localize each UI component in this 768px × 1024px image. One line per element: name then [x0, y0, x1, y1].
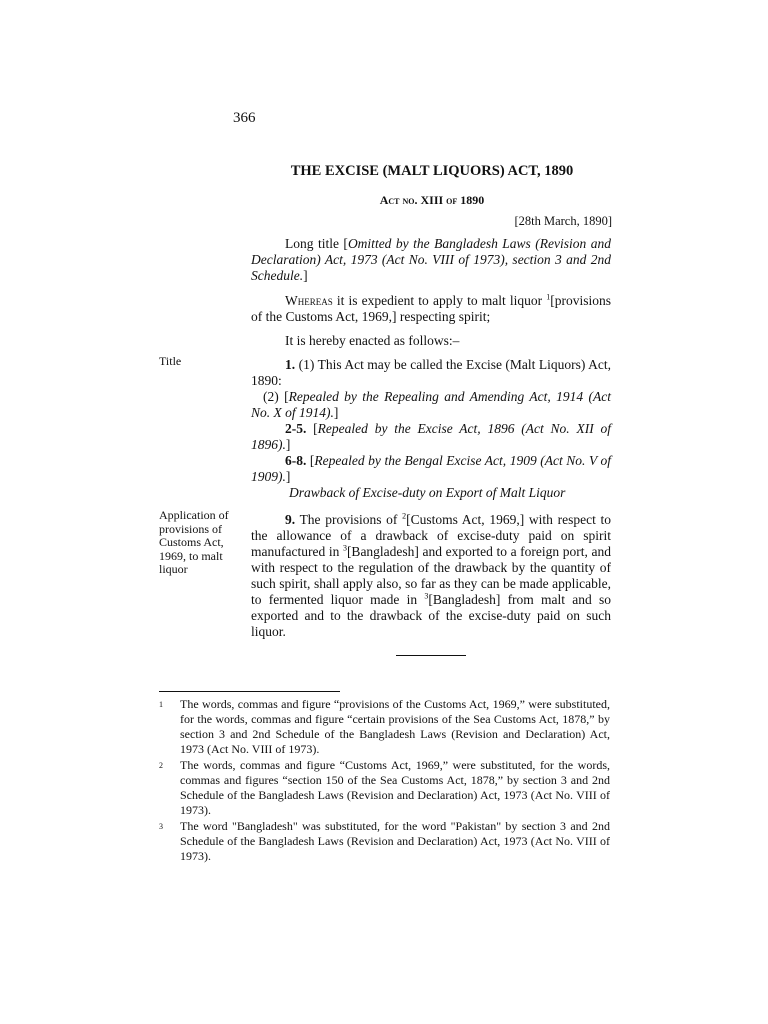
- section-9-text-3: [Bangladesh] and exported to a foreign port, and with respect to the regulation of the drawback by the quantity of such spirit, shall apply also, so far as they can be made applicable, to fermented liquor made in: [251, 544, 611, 607]
- footnote-2-mark: 2: [159, 761, 163, 770]
- section-2-5-number: 2-5.: [285, 421, 307, 436]
- footnote-1-text: The words, commas and figure “provisions of the Customs Act, 1969,” were substituted, for the words, commas and figure “certain provisions of the Sea Customs Act, 1878,” by section 3 and 2nd Schedule of the Bangladesh Laws (Revision and Declaration) Act, 1973 (Act No. VIII of 1973).: [180, 697, 610, 756]
- act-date: [28th March, 1890]: [514, 214, 612, 228]
- section-1-2-close: ]: [333, 405, 339, 420]
- section-9-subheading: Drawback of Excise-duty on Export of Malt Liquor: [289, 485, 566, 500]
- footnote-3-text: The word "Bangladesh" was substituted, for the word "Pakistan" by section 3 and 2nd Schedule of the Bangladesh Laws (Revision and Declaration) Act, 1973 (Act No. VIII of 1973).: [180, 819, 610, 863]
- section-2-5-italic: Repealed by the Excise Act, 1896 (Act No. XII of 1896).: [251, 421, 611, 452]
- section-9-text-1: The provisions of: [295, 512, 403, 527]
- section-9: [251, 512, 611, 640]
- footnote-2: [159, 758, 610, 818]
- enacting-clause: [251, 333, 611, 349]
- preamble-paragraph: [251, 293, 611, 325]
- section-9-text-2: [Customs Act, 1969,] with respect to the allowance of a drawback of excise-duty paid on spirit manufactured in: [251, 512, 611, 559]
- section-2-5-open: [: [306, 421, 318, 436]
- section-6-8-open: [: [306, 453, 315, 468]
- section-9-text-4: [Bangladesh] from malt and so exported and to the drawback of the excise-duty paid on such liquor.: [251, 592, 611, 639]
- footnote-ref-3a: 3: [342, 543, 347, 553]
- footnote-1-mark: 1: [159, 700, 163, 709]
- footnote-ref-3b: 3: [424, 591, 429, 601]
- long-title-paragraph: [251, 236, 611, 284]
- section-1-2-italic: Repealed by the Repealing and Amending Act, 1914 (Act No. X of 1914).: [251, 389, 611, 420]
- end-of-act-rule: [396, 655, 466, 656]
- margin-note-application: Application of provisions of Customs Act, 1969, to malt liquor: [159, 508, 229, 576]
- footnote-3: [159, 819, 610, 864]
- margin-note-title: Title: [159, 354, 182, 368]
- footnote-separator: [159, 691, 340, 692]
- whereas-word: Whereas: [285, 293, 333, 308]
- footnote-ref-1: 1: [546, 292, 551, 302]
- section-6-8-close: ]: [285, 469, 291, 484]
- preamble-text-1: it is expedient to apply to malt liquor: [332, 293, 547, 308]
- long-title-italic: Omitted by the Bangladesh Laws (Revision and Declaration) Act, 1973 (Act No. VIII of 1973), section 3 and 2nd Schedule.: [251, 236, 611, 283]
- section-1-text: (1) This Act may be called the Excise (Malt Liquors) Act, 1890:: [251, 357, 611, 388]
- long-title-lead: Long title [: [285, 236, 348, 251]
- section-2-5-close: ]: [285, 437, 291, 452]
- footnote-1: [159, 697, 610, 757]
- footnote-ref-2: 2: [402, 511, 407, 521]
- section-1-number: 1.: [285, 357, 296, 372]
- enacting-text: It is hereby enacted as follows:–: [285, 333, 460, 348]
- section-1: [251, 357, 611, 501]
- long-title-close: ]: [303, 268, 308, 283]
- section-1-2-open: (2) [: [263, 389, 289, 404]
- footnote-2-text: The words, commas and figure “Customs Act, 1969,” were substituted, for the words, commas and figures “section 150 of the Sea Customs Act, 1878,” by section 3 and 2nd Schedule of the Bangladesh Laws (Revision and Declaration) Act, 1973 (Act No. VIII of 1973).: [180, 758, 610, 817]
- page-number: 366: [233, 110, 256, 126]
- section-6-8-number: 6-8.: [285, 453, 307, 468]
- act-title: THE EXCISE (MALT LIQUORS) ACT, 1890: [290, 163, 574, 179]
- footnote-3-mark: 3: [159, 822, 163, 831]
- preamble-text-2: [provisions of the Customs Act, 1969,] respecting spirit;: [251, 293, 611, 324]
- section-9-number: 9.: [285, 512, 296, 527]
- section-6-8-italic: Repealed by the Bengal Excise Act, 1909 (Act No. V of 1909).: [251, 453, 611, 484]
- act-number: Act no. XIII of 1890: [379, 193, 485, 207]
